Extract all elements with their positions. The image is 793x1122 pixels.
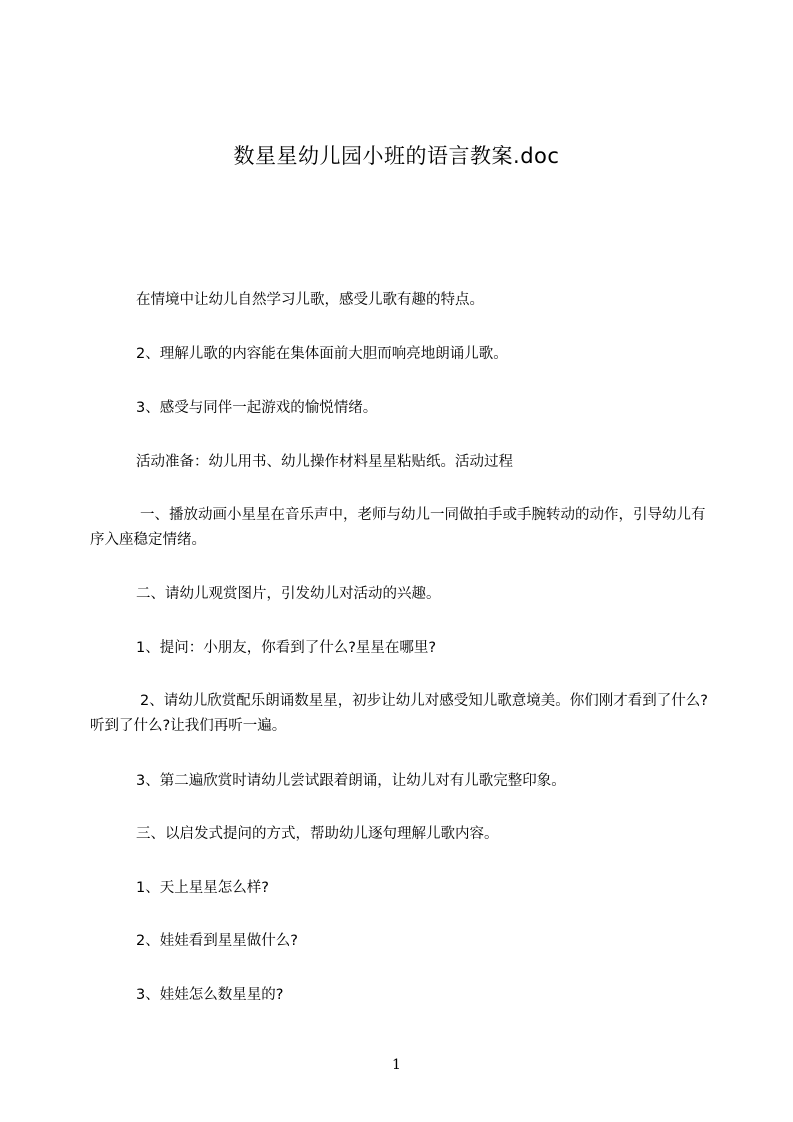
- paragraph-question-3: 3、娃娃怎么数星星的?: [136, 987, 284, 1003]
- paragraph-step-1: 一、播放动画小星星在音乐声中，老师与幼儿一同做拍手或手腕转动的动作，引导幼儿有序入座稳定情绪。: [90, 507, 706, 548]
- paragraph-preparation: 活动准备：幼儿用书、幼儿操作材料星星粘贴纸。活动过程: [136, 454, 513, 470]
- document-title: 数星星幼儿园小班的语言教案.doc: [233, 144, 560, 168]
- paragraph-step-3: 三、以启发式提问的方式，帮助幼儿逐句理解儿歌内容。: [136, 826, 499, 842]
- paragraph-step-2-3: 3、第二遍欣赏时请幼儿尝试跟着朗诵，让幼儿对有儿歌完整印象。: [136, 773, 566, 789]
- page-number: 1: [392, 1057, 401, 1073]
- paragraph-question-1: 1、天上星星怎么样?: [136, 880, 269, 896]
- paragraph-goal-3: 3、感受与同伴一起游戏的愉悦情绪。: [136, 400, 378, 416]
- paragraph-goal-2: 2、理解儿歌的内容能在集体面前大胆而响亮地朗诵儿歌。: [136, 346, 508, 362]
- paragraph-step-2-1: 1、提问：小朋友，你看到了什么?星星在哪里?: [136, 640, 437, 656]
- paragraph-goal-1: 在情境中让幼儿自然学习儿歌，感受儿歌有趣的特点。: [136, 292, 484, 308]
- paragraph-step-2: 二、请幼儿观赏图片，引发幼儿对活动的兴趣。: [136, 586, 441, 602]
- paragraph-step-2-2: 2、请幼儿欣赏配乐朗诵数星星，初步让幼儿对感受知儿歌意境美。你们刚才看到了什么?听到了什么?让我们再听一遍。: [90, 693, 708, 734]
- paragraph-question-2: 2、娃娃看到星星做什么?: [136, 933, 298, 949]
